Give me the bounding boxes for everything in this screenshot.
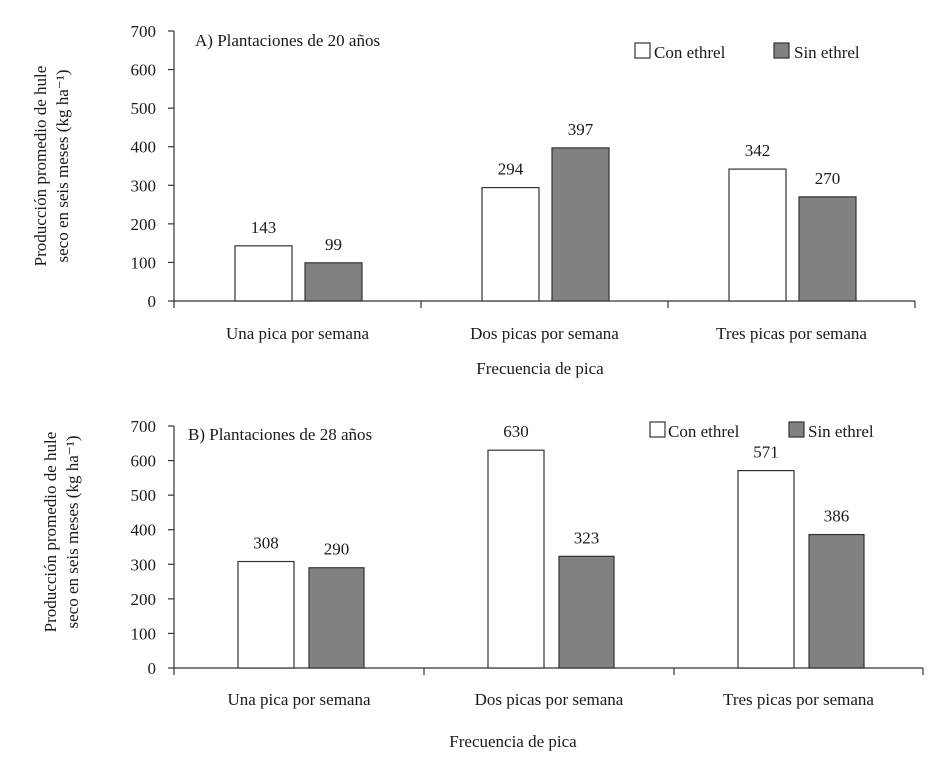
y-tick-label: 300	[130, 555, 156, 575]
legend-label: Con ethrel	[668, 422, 740, 441]
y-axis-title	[41, 432, 82, 633]
bar-sin-ethrel	[809, 535, 864, 668]
category-label: Tres picas por semana	[716, 324, 867, 343]
bar-con-ethrel	[235, 246, 292, 301]
data-label: 143	[250, 217, 277, 237]
y-tick-label: 700	[130, 22, 156, 41]
legend-swatch-con-ethrel	[635, 43, 650, 58]
bar-sin-ethrel	[305, 263, 362, 301]
bar-con-ethrel	[729, 169, 786, 301]
data-label: 290	[323, 539, 350, 559]
legend-swatch-sin-ethrel	[774, 43, 789, 58]
data-label: 386	[823, 506, 850, 526]
chart-panel-b	[41, 417, 923, 751]
bar-sin-ethrel	[559, 556, 614, 668]
data-label: 308	[253, 533, 279, 553]
bar-con-ethrel	[238, 562, 294, 668]
y-axis-title	[31, 66, 72, 267]
data-label: 323	[573, 528, 600, 548]
x-axis-title: Frecuencia de pica	[476, 359, 604, 378]
data-label: 294	[497, 159, 524, 179]
y-tick-label: 500	[130, 486, 156, 506]
data-label: 270	[814, 168, 841, 188]
y-tick-label: 400	[130, 137, 156, 157]
legend-label: Con ethrel	[654, 43, 726, 62]
y-axis-title-line1: Producción promedio de hule	[31, 65, 50, 267]
x-axis-title: Frecuencia de pica	[449, 732, 577, 751]
y-axis-title-line2: seco en seis meses (kg ha⁻¹)	[63, 435, 82, 629]
bar-con-ethrel	[738, 471, 794, 668]
data-label: 571	[753, 442, 779, 462]
y-tick-label: 300	[130, 176, 156, 196]
y-tick-label: 0	[147, 292, 156, 311]
data-label: 342	[744, 141, 771, 161]
y-tick-label: 100	[130, 624, 156, 644]
y-tick-label: 400	[130, 520, 156, 540]
panel-title: B) Plantaciones de 28 años	[188, 425, 373, 444]
legend-label: Sin ethrel	[808, 422, 874, 441]
y-axis-title-line1: Producción promedio de hule	[41, 431, 60, 633]
legend-swatch-con-ethrel	[650, 422, 665, 437]
y-axis-title-line2: seco en seis meses (kg ha⁻¹)	[53, 69, 72, 263]
category-label: Una pica por semana	[225, 324, 370, 343]
y-tick-label: 0	[147, 659, 156, 678]
category-label: Una pica por semana	[227, 690, 371, 709]
y-tick-label: 700	[130, 417, 156, 436]
y-tick-label: 100	[130, 253, 156, 273]
legend	[650, 422, 874, 441]
bar-con-ethrel	[482, 188, 539, 301]
data-label: 630	[503, 422, 529, 442]
category-label: Tres picas por semana	[723, 690, 874, 709]
category-label: Dos picas por semana	[470, 324, 619, 343]
y-tick-label: 200	[130, 589, 156, 609]
bar-con-ethrel	[488, 450, 544, 668]
bar-sin-ethrel	[552, 148, 609, 301]
legend-label: Sin ethrel	[794, 43, 860, 62]
legend-swatch-sin-ethrel	[789, 422, 804, 437]
data-label: 397	[567, 119, 594, 139]
y-tick-label: 600	[130, 451, 156, 471]
y-tick-label: 600	[130, 60, 156, 80]
chart-panel-a	[31, 22, 915, 378]
bar-sin-ethrel	[309, 568, 364, 668]
y-tick-label: 500	[130, 99, 156, 119]
legend	[635, 43, 860, 62]
panel-title: A) Plantaciones de 20 años	[195, 31, 381, 50]
bar-sin-ethrel	[799, 197, 856, 301]
data-label: 99	[325, 234, 342, 254]
category-label: Dos picas por semana	[474, 690, 624, 709]
y-tick-label: 200	[130, 214, 156, 234]
